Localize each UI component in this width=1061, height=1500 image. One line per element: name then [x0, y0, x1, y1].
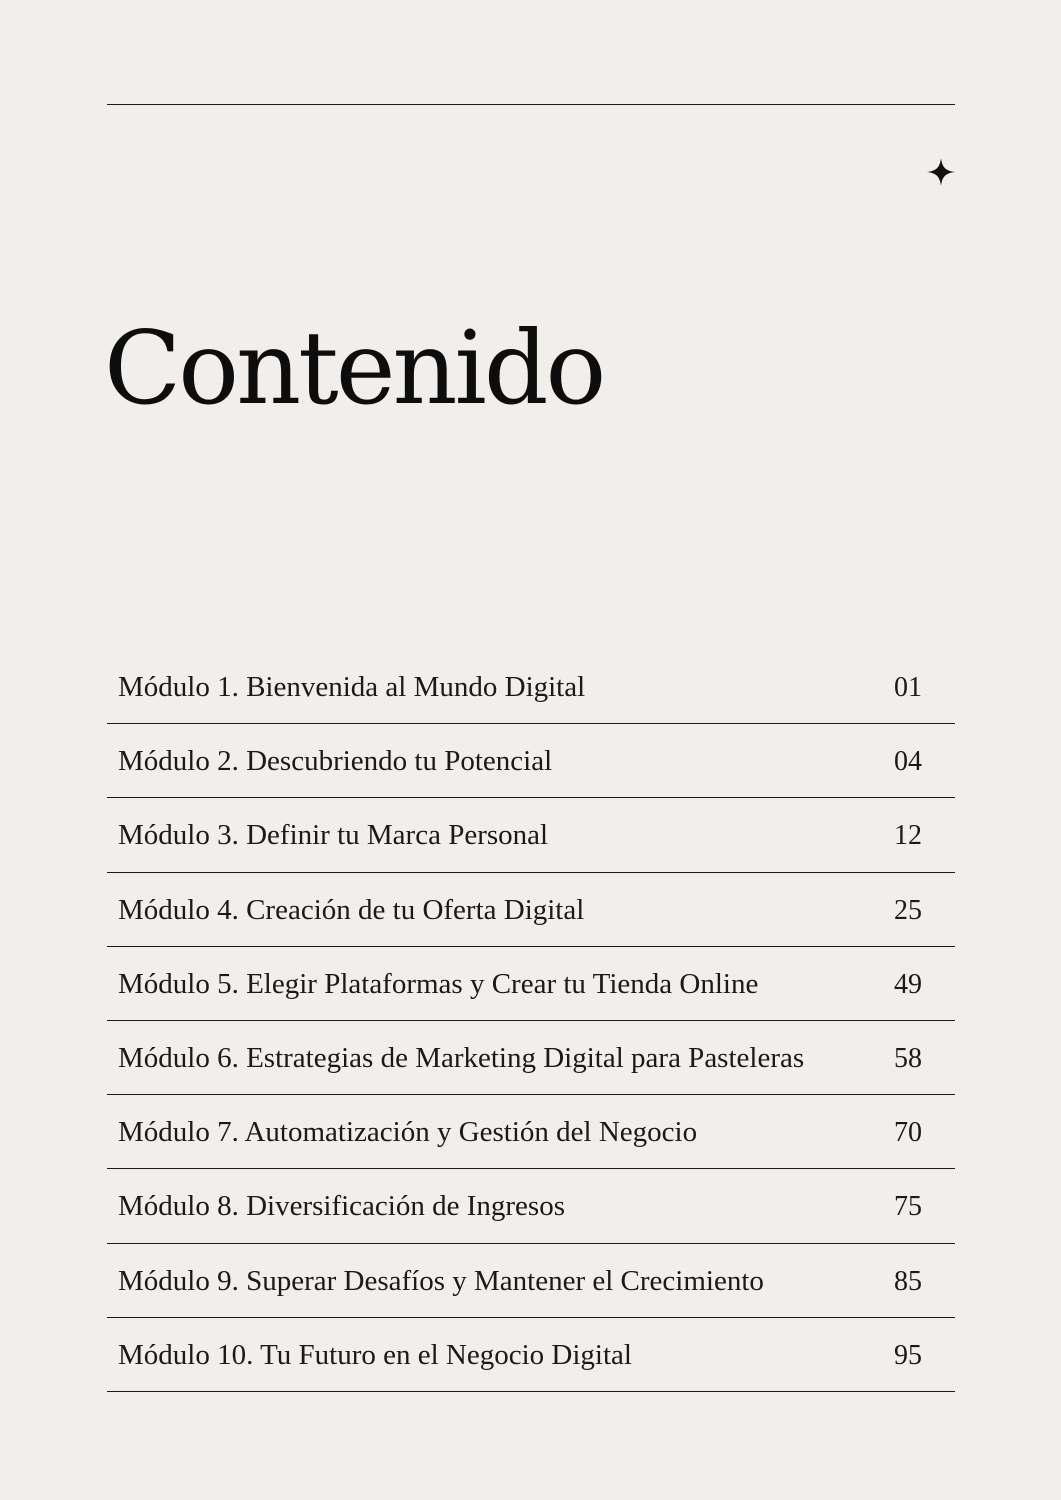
toc-page-number: 12	[894, 820, 922, 852]
toc-entry-label: Módulo 7. Automatización y Gestión del Negocio	[118, 1116, 698, 1149]
toc-row-module-2[interactable]	[107, 724, 955, 798]
page-title: Contenido	[104, 309, 604, 427]
toc-entry-label: Módulo 4. Creación de tu Oferta Digital	[118, 893, 585, 926]
toc-page-number: 25	[894, 894, 922, 926]
table-of-contents	[107, 650, 955, 1392]
toc-entry-label: Módulo 2. Descubriendo tu Potencial	[118, 745, 553, 778]
toc-page-number: 04	[894, 746, 922, 778]
toc-row-module-4[interactable]	[107, 873, 955, 947]
toc-entry-label: Módulo 9. Superar Desafíos y Mantener el Crecimiento	[118, 1264, 764, 1297]
toc-page-number: 75	[894, 1191, 922, 1223]
toc-entry-label: Módulo 6. Estrategias de Marketing Digital para Pasteleras	[118, 1041, 805, 1074]
toc-entry-label: Módulo 8. Diversificación de Ingresos	[118, 1190, 565, 1223]
toc-page-number: 58	[894, 1042, 922, 1074]
toc-entry-label: Módulo 1. Bienvenida al Mundo Digital	[118, 671, 586, 703]
toc-row-module-3[interactable]	[107, 798, 955, 872]
toc-page-number: 70	[894, 1117, 922, 1149]
toc-entry-label: Módulo 10. Tu Futuro en el Negocio Digital	[118, 1338, 632, 1371]
toc-row-module-5[interactable]	[107, 947, 955, 1021]
toc-row-module-7[interactable]	[107, 1095, 955, 1169]
toc-row-module-10[interactable]	[107, 1318, 955, 1392]
top-divider	[107, 104, 955, 105]
toc-row-module-6[interactable]	[107, 1021, 955, 1095]
toc-page-number: 85	[894, 1265, 922, 1297]
toc-entry-label: Módulo 3. Definir tu Marca Personal	[118, 819, 549, 852]
toc-entry-label: Módulo 5. Elegir Plataformas y Crear tu Tienda Online	[118, 967, 759, 1000]
four-point-star-icon	[926, 157, 956, 187]
toc-row-module-1[interactable]	[107, 650, 955, 724]
toc-row-module-8[interactable]	[107, 1169, 955, 1243]
toc-page-number: 49	[894, 968, 922, 1000]
toc-page-number: 95	[894, 1339, 922, 1371]
toc-page-number: 01	[894, 672, 922, 703]
toc-row-module-9[interactable]	[107, 1244, 955, 1318]
